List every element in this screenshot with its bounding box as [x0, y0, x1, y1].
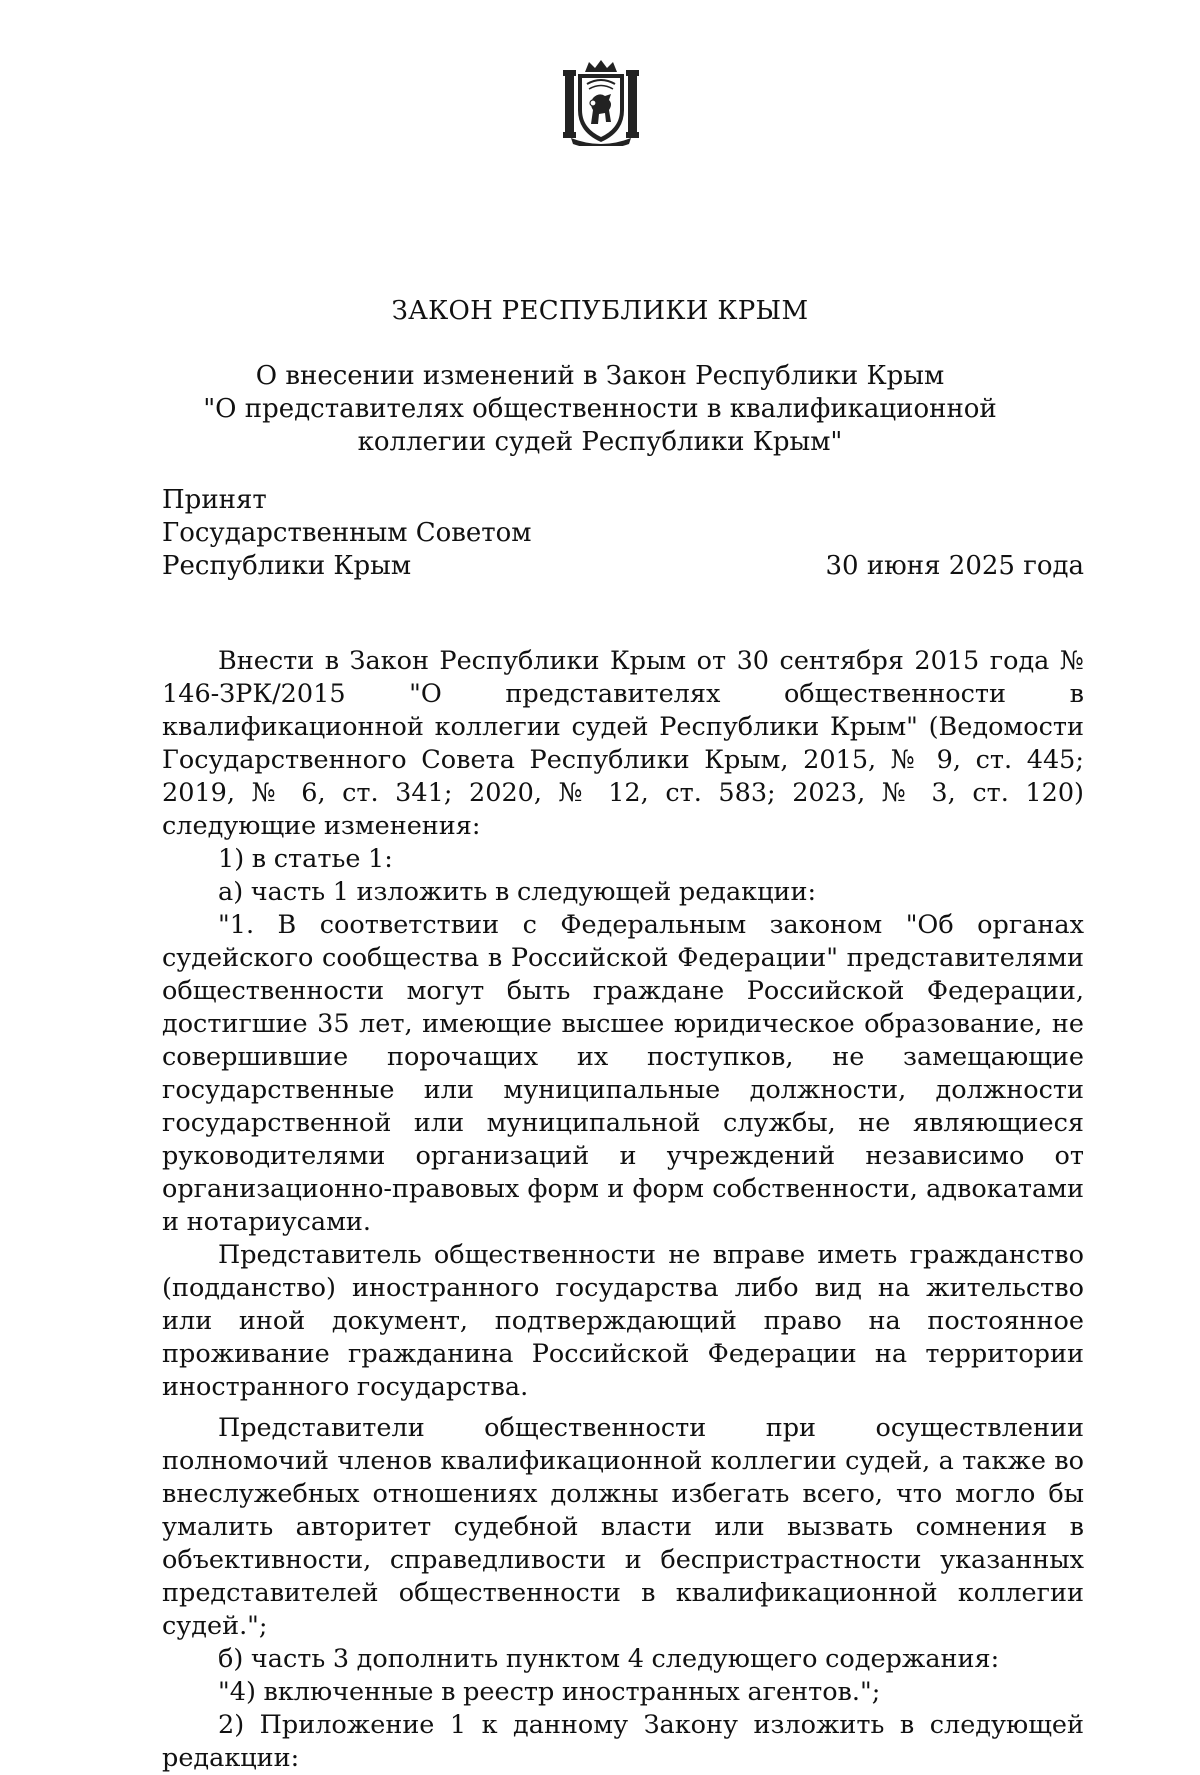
body-paragraph: Представители общественности при осуществлении полномочий членов квалификационной коллегии судей, а также во внеслужебных отношениях должны избегать всего, что могло бы умалить авторитет судебной власти или вызвать сомнения в объективности, справедливости и беспристрастности указанных представителей общественности в квалификационной коллегии судей."; [162, 1413, 1084, 1641]
adoption-line: Принят [162, 485, 267, 515]
body-paragraph: 2) Приложение 1 к данному Закону изложить в следующей редакции: [162, 1710, 1084, 1773]
body-paragraph: б) часть 3 дополнить пунктом 4 следующего содержания: [218, 1644, 1000, 1674]
law-subject-line: коллегии судей Республики Крым" [357, 427, 843, 457]
body-paragraph: 1) в статье 1: [218, 844, 393, 874]
adoption-block [162, 484, 532, 583]
body-paragraph: "1. В соответствии с Федеральным законом "Об органах судейского сообщества в Российской Федерации" представителями общественности могут быть граждане Российской Федерации, достигшие 35 лет, имеющие высшее юридическое образование, не совершившие порочащих их поступков, не замещающие государственные или муниципальные должности, должности государственной или муниципальной службы, не являющиеся руководителями организаций и учреждений независимо от организационно-правовых форм и форм собственности, адвокатами и нотариусами. [162, 910, 1084, 1237]
body-paragraph: а) часть 1 изложить в следующей редакции: [218, 877, 817, 907]
law-subject-line: О внесении изменений в Закон Республики Крым [255, 361, 945, 391]
body-paragraph: Представитель общественности не вправе иметь гражданство (подданство) иностранного государства либо вид на жительство или иной документ, подтверждающий право на постоянное проживание гражданина Российской Федерации на территории иностранного государства. [162, 1240, 1084, 1402]
body-paragraph: "4) включенные в реестр иностранных агентов."; [218, 1677, 881, 1707]
adoption-line: Государственным Советом [162, 518, 532, 548]
adoption-line: Республики Крым [162, 551, 412, 581]
crimea-coat-of-arms-icon [563, 58, 639, 146]
law-body [162, 645, 1084, 1775]
law-subject-line: "О представителях общественности в квалификационной [203, 394, 997, 424]
adoption-date: 30 июня 2025 года [825, 551, 1084, 581]
law-subject [0, 360, 1200, 459]
law-title: ЗАКОН РЕСПУБЛИКИ КРЫМ [391, 296, 809, 326]
body-paragraph: Внести в Закон Республики Крым от 30 сентября 2015 года № 146-ЗРК/2015 "О представителях общественности в квалификационной коллегии судей Республики Крым" (Ведомости Государственного Совета Республики Крым, 2015, № 9, ст. 445; 2019, № 6, ст. 341; 2020, № 12, ст. 583; 2023, № 3, ст. 120) следующие изменения: [162, 646, 1084, 841]
